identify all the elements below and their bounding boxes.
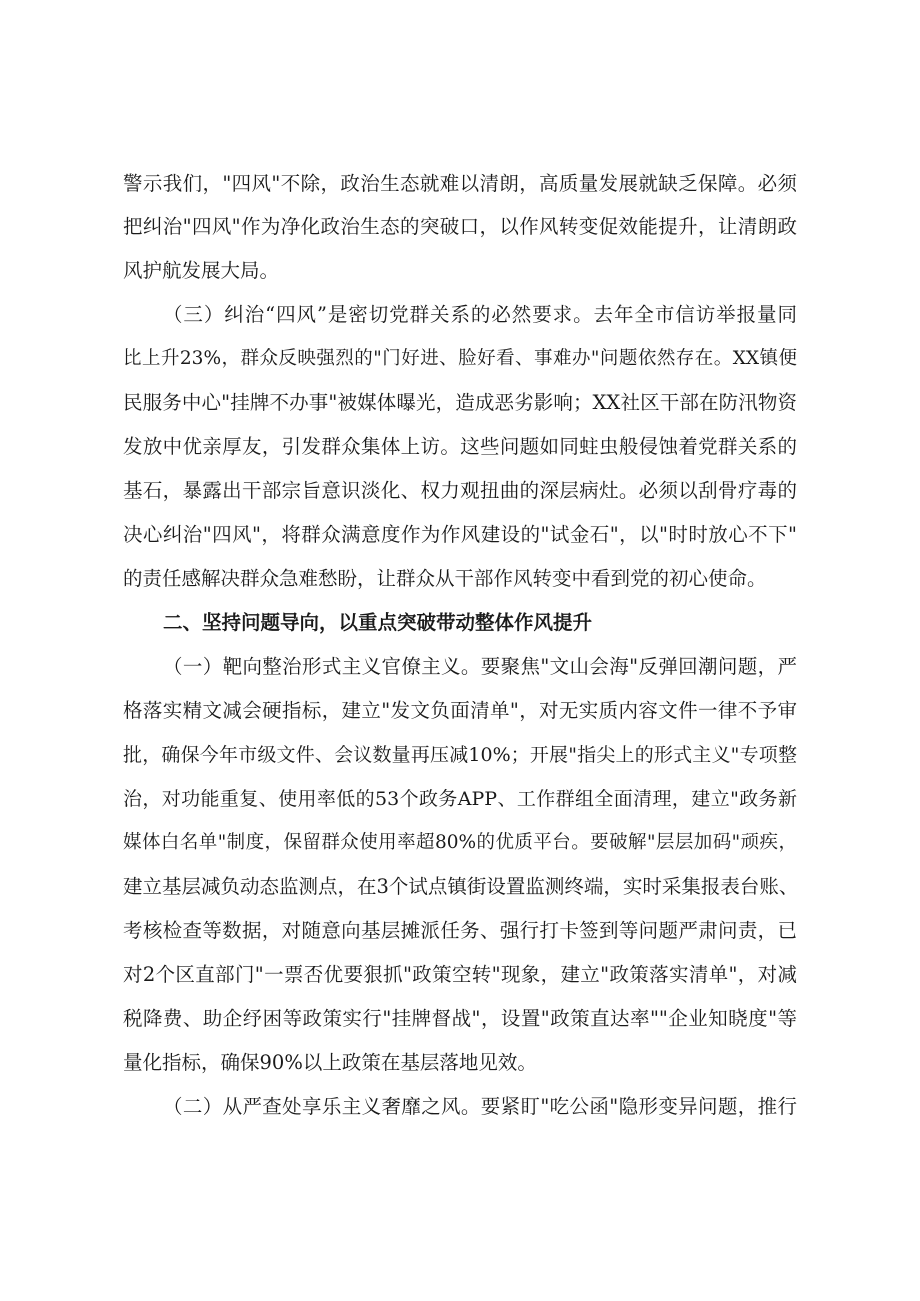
text-line: 警示我们，"四风"不除，政治生态就难以清朗，高质量发展就缺乏保障。必须	[123, 172, 797, 195]
text-line: 媒体白名单"制度，保留群众使用率超80%的优质平台。要破解"层层加码"顽疾，	[123, 832, 797, 853]
text-line: 考核检查等数据，对随意向基层摊派任务、强行打卡签到等问题严肃问责，已	[123, 919, 797, 942]
text-line: 把纠治"四风"作为净化政治生态的突破口，以作风转变促效能提升，让清朗政	[123, 215, 797, 238]
text-line: 基石，暴露出干部宗旨意识淡化、权力观扭曲的深层病灶。必须以刮骨疗毒的	[123, 479, 797, 502]
text-line: 比上升23%，群众反映强烈的"门好进、脸好看、事难办"问题依然存在。XX镇便	[123, 348, 797, 369]
text-line: 治，对功能重复、使用率低的53个政务APP、工作群组全面清理，建立"政务新	[123, 788, 797, 810]
paragraph-first-line: （一）靶向整治形式主义官僚主义。要聚焦"文山会海"反弹回潮问题，严	[163, 655, 797, 678]
text-line: 的责任感解决群众急难愁盼，让群众从干部作风转变中看到党的初心使命。	[123, 567, 767, 590]
text-line: 税降费、助企纾困等政策实行"挂牌督战"，设置"政策直达率""企业知晓度"等	[123, 1007, 797, 1030]
text-line: 建立基层减负动态监测点，在3个试点镇街设置监测终端，实时采集报表台账、	[123, 875, 799, 898]
text-line: 批，确保今年市级文件、会议数量再压减10%；开展"指尖上的形式主义"专项整	[123, 744, 797, 766]
text-line: 格落实精文减会硬指标，建立"发文负面清单"，对无实质内容文件一律不予审	[123, 699, 797, 722]
text-line: 决心纠治"四风"，将群众满意度作为作风建设的"试金石"，以"时时放心不下"	[123, 523, 797, 546]
text-line: 对2个区直部门"一票否优要狠抓"政策空转"现象，建立"政策落实清单"，对减	[123, 963, 797, 986]
text-line: 发放中优亲厚友，引发群众集体上访。这些问题如同蛀虫般侵蚀着党群关系的	[123, 435, 797, 458]
section-heading: 二、坚持问题导向，以重点突破带动整体作风提升	[163, 611, 593, 634]
text-line: 风护航发展大局。	[123, 259, 280, 282]
paragraph-first-line: （三）纠治“四风”是密切党群关系的必然要求。去年全市信访举报量同	[163, 303, 797, 326]
text-line: 量化指标，确保90%以上政策在基层落地见效。	[123, 1051, 537, 1074]
text-line: 民服务中心"挂牌不办事"被媒体曝光，造成恶劣影响；XX社区干部在防汛物资	[123, 391, 797, 414]
paragraph-first-line: （二）从严查处享乐主义奢靡之风。要紧盯"吃公函"隐形变异问题，推行	[163, 1095, 797, 1118]
